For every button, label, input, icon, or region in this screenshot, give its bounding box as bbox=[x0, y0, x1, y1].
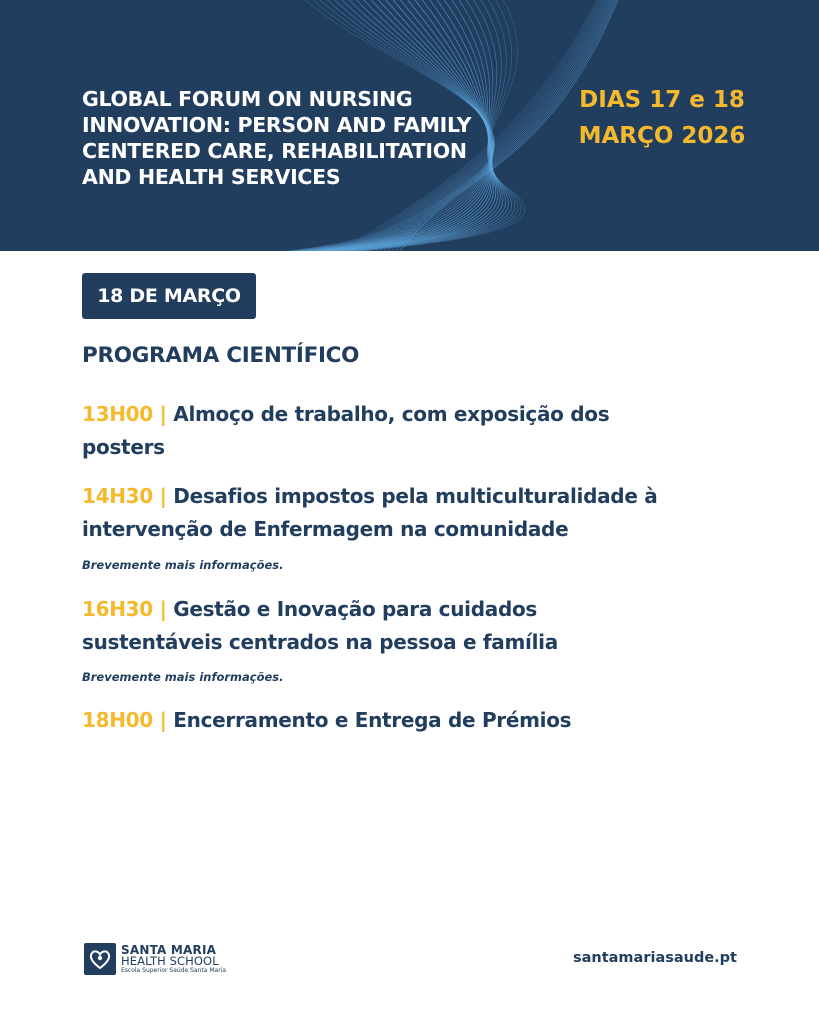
event-dates-days: DIAS 17 e 18 bbox=[579, 87, 745, 113]
logo-line-2: HEALTH SCHOOL bbox=[121, 953, 219, 968]
program-item-title-line-2: intervenção de Enfermagem na comunidade bbox=[82, 517, 569, 541]
school-logo bbox=[84, 943, 226, 975]
program-item-4 bbox=[82, 704, 742, 737]
event-dates-month: MARÇO 2026 bbox=[578, 123, 746, 149]
program-item-time: 14H30 bbox=[82, 484, 153, 508]
program-item-title-line-2: posters bbox=[82, 435, 165, 459]
program-item-note: Brevemente mais informações. bbox=[82, 558, 284, 572]
program-item-title-line-1: Desafios impostos pela multiculturalidade à bbox=[173, 484, 658, 508]
program-item-note: Brevemente mais informações. bbox=[82, 670, 284, 684]
event-title-line-3: CENTERED CARE, REHABILITATION bbox=[82, 139, 467, 163]
event-title-line-4: AND HEALTH SERVICES bbox=[82, 165, 341, 189]
program-item-3 bbox=[82, 593, 742, 659]
program-item-separator: | bbox=[159, 402, 167, 426]
program-item-title-line-1: Almoço de trabalho, com exposição dos bbox=[173, 402, 610, 426]
logo-line-3: Escola Superior Saúde Santa Maria bbox=[121, 967, 227, 975]
heart-person-icon bbox=[84, 943, 116, 975]
event-title-line-1: GLOBAL FORUM ON NURSING bbox=[82, 87, 413, 111]
logo-line-1: SANTA MARIA bbox=[121, 942, 217, 957]
program-item-time: 13H00 bbox=[82, 402, 153, 426]
program-item-1 bbox=[82, 398, 742, 464]
heart-person-icon-svg bbox=[87, 946, 113, 972]
program-item-title-line-1: Gestão e Inovação para cuidados bbox=[173, 597, 538, 621]
day-badge: 18 DE MARÇO bbox=[82, 273, 256, 319]
program-item-2 bbox=[82, 480, 742, 546]
program-item-separator: | bbox=[159, 484, 167, 508]
logo-wordmark bbox=[121, 944, 226, 975]
program-item-time: 16H30 bbox=[82, 597, 153, 621]
program-item-title-line-1: Encerramento e Entrega de Prémios bbox=[173, 708, 572, 732]
program-item-time: 18H00 bbox=[82, 708, 153, 732]
header-banner bbox=[0, 0, 819, 251]
event-title-line-2: INNOVATION: PERSON AND FAMILY bbox=[82, 113, 472, 137]
program-item-separator: | bbox=[159, 597, 167, 621]
event-dates bbox=[556, 82, 768, 154]
event-title bbox=[82, 86, 552, 190]
website-link[interactable]: santamariasaude.pt bbox=[572, 950, 737, 966]
program-item-separator: | bbox=[159, 708, 167, 732]
section-title: PROGRAMA CIENTÍFICO bbox=[82, 343, 360, 368]
program-item-title-line-2: sustentáveis centrados na pessoa e família bbox=[82, 630, 558, 654]
